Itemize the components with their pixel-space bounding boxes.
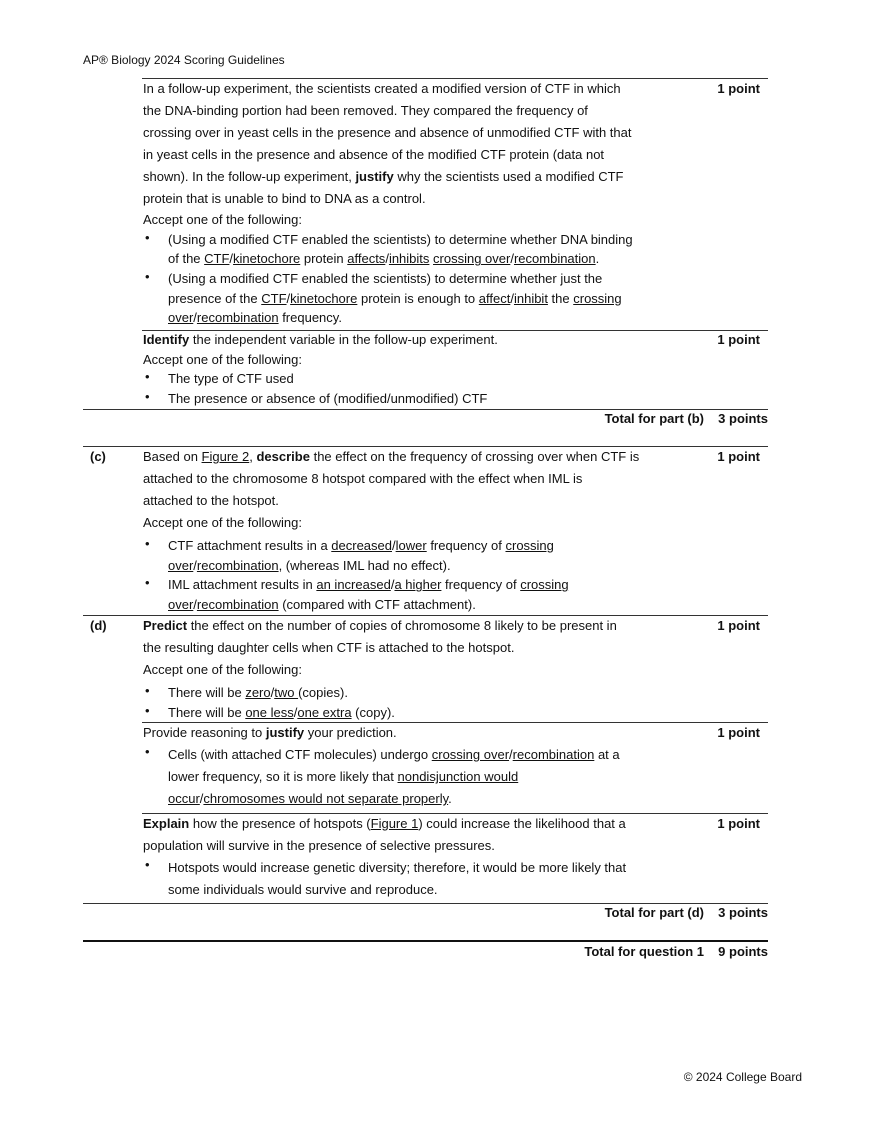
total-value: 9 points xyxy=(718,944,768,959)
underlined-term: crossing xyxy=(520,577,569,593)
total-value: 3 points xyxy=(718,411,768,426)
underlined-term: over xyxy=(168,310,194,326)
text-line xyxy=(168,766,768,788)
text-line xyxy=(143,122,768,144)
text-run: of the xyxy=(168,251,205,267)
points-value: 1 point xyxy=(717,618,760,633)
text-run: shown). In the follow-up experiment, xyxy=(143,169,356,184)
underlined-term: inhibit xyxy=(513,290,548,306)
text-run: Accept one of the following: xyxy=(143,212,302,227)
text-run: ) could increase the likelihood that a xyxy=(418,816,626,831)
text-line xyxy=(143,350,768,370)
bold-term: justify xyxy=(355,169,394,184)
bullet-item xyxy=(143,230,768,269)
underlined-term: CTF xyxy=(204,251,230,267)
text-run: / xyxy=(390,577,395,593)
divider xyxy=(83,903,768,904)
text-line xyxy=(168,788,768,810)
underlined-term: nondisjunction would xyxy=(397,769,519,784)
bullet-icon: • xyxy=(145,683,150,698)
text-run: presence of the xyxy=(168,290,262,306)
text-line xyxy=(143,144,768,166)
text-run: / xyxy=(392,538,396,553)
paragraph xyxy=(143,210,768,230)
bullet-item xyxy=(143,703,768,723)
text-run: There will be xyxy=(168,685,246,700)
text-line xyxy=(143,446,768,468)
total-label: Total for question 1 xyxy=(584,944,704,959)
divider xyxy=(83,409,768,410)
text-run: the xyxy=(547,290,574,306)
underlined-term: chromosomes would not separate properly xyxy=(203,791,449,806)
text-run: crossing over in yeast cells in the presence and absence of unmodified CTF with that xyxy=(143,125,632,140)
bullet-item xyxy=(143,536,768,575)
scoring-row-d-justify xyxy=(83,722,768,810)
points-value: 1 point xyxy=(717,81,760,96)
scoring-row-d-predict xyxy=(83,615,768,722)
text-line xyxy=(143,835,768,857)
text-run: attached to the chromosome 8 hotspot compared with the effect when IML is xyxy=(143,471,583,486)
text-run: Cells (with attached CTF molecules) undergo xyxy=(168,747,432,762)
text-run: IML attachment results in xyxy=(168,577,317,593)
text-line xyxy=(143,659,768,681)
text-line xyxy=(143,330,768,350)
text-line xyxy=(168,269,768,289)
text-run: / xyxy=(510,251,514,267)
text-run: Provide reasoning to xyxy=(143,725,266,740)
bullet-item xyxy=(143,683,768,703)
underlined-term: crossing over xyxy=(433,251,511,267)
text-line xyxy=(168,575,768,595)
text-line xyxy=(168,595,768,615)
underlined-term: recombination xyxy=(513,251,596,267)
text-run: / xyxy=(199,791,204,806)
text-line xyxy=(168,879,768,901)
underlined-term: kinetochore xyxy=(290,290,358,306)
text-run: Accept one of the following: xyxy=(143,662,302,677)
text-run: In a follow-up experiment, the scientists created a modified version of CTF in which xyxy=(143,81,621,96)
text-run: attached to the hotspot. xyxy=(143,493,279,508)
text-run: (compared with CTF attachment). xyxy=(278,597,476,613)
text-run: the effect on the number of copies of chromosome 8 likely to be present in xyxy=(187,618,617,633)
divider-thick xyxy=(83,940,768,942)
text-run: frequency. xyxy=(278,310,342,326)
text-line xyxy=(143,468,768,490)
underlined-term: recombination xyxy=(196,557,279,573)
text-line xyxy=(168,744,768,766)
text-run: the DNA-binding portion had been removed. They compared the frequency of xyxy=(143,103,588,118)
paragraph xyxy=(143,78,768,210)
text-line xyxy=(168,556,768,576)
total-label: Total for part (b) xyxy=(604,411,704,426)
scoring-row-b-justify xyxy=(83,78,768,328)
paragraph xyxy=(143,813,768,857)
text-run: , (whereas IML had no effect). xyxy=(278,557,451,573)
text-line xyxy=(168,369,768,389)
text-run: The type of CTF used xyxy=(168,371,294,387)
total-value: 3 points xyxy=(718,905,768,920)
underlined-term: Figure 2 xyxy=(201,449,250,464)
paragraph xyxy=(143,330,768,369)
text-run: / xyxy=(385,251,389,267)
underlined-term: zero xyxy=(245,685,271,700)
text-run: / xyxy=(293,704,298,720)
bullet-icon: • xyxy=(145,702,150,718)
text-run: at a xyxy=(594,747,620,762)
underlined-term: kinetochore xyxy=(233,251,301,267)
text-line xyxy=(143,512,768,534)
part-label: (d) xyxy=(90,618,107,633)
total-question xyxy=(584,944,768,959)
text-run: how the presence of hotspots ( xyxy=(189,816,371,831)
row-body xyxy=(143,722,768,810)
points-value: 1 point xyxy=(717,816,760,831)
scoring-row-d-explain xyxy=(83,813,768,901)
underlined-term: over xyxy=(168,557,194,573)
text-run: your prediction. xyxy=(304,725,397,740)
underlined-term: affects xyxy=(347,251,386,267)
row-body xyxy=(143,813,768,901)
text-run: / xyxy=(286,290,291,306)
text-run: (Using a modified CTF enabled the scientists) to determine whether DNA binding xyxy=(168,231,633,247)
text-line xyxy=(143,722,768,744)
underlined-term: one less xyxy=(245,704,294,720)
underlined-term: recombination xyxy=(196,597,279,613)
bullet-item xyxy=(143,744,768,810)
underlined-term: over xyxy=(168,597,194,613)
total-part-d xyxy=(605,905,768,920)
bullet-item xyxy=(143,575,768,614)
text-run: frequency of xyxy=(441,577,521,593)
text-run: / xyxy=(193,557,197,573)
points-value: 1 point xyxy=(717,449,760,464)
total-label: Total for part (d) xyxy=(604,905,704,920)
bold-term: Identify xyxy=(143,332,190,347)
row-body xyxy=(143,78,768,328)
text-run: / xyxy=(229,251,234,267)
text-run: frequency of xyxy=(426,538,506,553)
paragraph xyxy=(143,722,768,744)
bullet-item xyxy=(143,269,768,328)
bullet-item xyxy=(143,389,768,409)
text-run: Accept one of the following: xyxy=(143,515,302,530)
underlined-term: affect xyxy=(478,290,511,306)
bullet-icon: • xyxy=(145,269,150,285)
text-run: / xyxy=(193,310,197,326)
text-run: Based on xyxy=(143,449,202,464)
text-line xyxy=(168,683,768,703)
text-run: The presence or absence of (modified/unmodified) CTF xyxy=(168,391,488,407)
underlined-term: Figure 1 xyxy=(370,816,419,831)
underlined-term: recombination xyxy=(512,747,595,762)
page-footer: © 2024 College Board xyxy=(683,1070,802,1084)
underlined-term: a higher xyxy=(394,577,442,593)
text-line xyxy=(143,637,768,659)
bullet-item xyxy=(143,857,768,901)
bullet-icon: • xyxy=(145,857,150,872)
row-body xyxy=(143,615,768,722)
text-run: / xyxy=(510,290,514,306)
underlined-term: crossing xyxy=(505,538,554,553)
text-run: . xyxy=(595,251,600,267)
text-run: protein that is unable to bind to DNA as a control. xyxy=(143,191,426,206)
text-run: lower frequency, so it is more likely that xyxy=(168,769,398,784)
text-run: / xyxy=(193,597,197,613)
text-line xyxy=(168,289,768,309)
text-line xyxy=(168,230,768,250)
text-run: Hotspots would increase genetic diversity; therefore, it would be more likely that xyxy=(168,860,627,875)
underlined-term: one extra xyxy=(297,704,352,720)
underlined-term: occur xyxy=(168,791,200,806)
text-line xyxy=(168,308,768,328)
text-run: why the scientists used a modified CTF xyxy=(393,169,624,184)
bullet-icon: • xyxy=(145,389,150,405)
bullet-icon: • xyxy=(145,536,150,551)
page-header: AP® Biology 2024 Scoring Guidelines xyxy=(83,53,285,67)
row-body xyxy=(143,446,768,615)
text-run: in yeast cells in the presence and absence of the modified CTF protein (data not xyxy=(143,147,605,162)
bold-term: Explain xyxy=(143,816,190,831)
text-run: the resulting daughter cells when CTF is attached to the hotspot. xyxy=(143,640,515,655)
text-run: . xyxy=(448,791,452,806)
bullet-icon: • xyxy=(145,229,150,245)
total-part-b xyxy=(605,411,768,426)
text-run: (copies). xyxy=(298,685,348,700)
bold-term: describe xyxy=(256,449,310,464)
bold-term: Predict xyxy=(143,618,188,633)
text-line xyxy=(143,813,768,835)
text-run: (copy). xyxy=(351,704,395,720)
row-body xyxy=(143,330,768,409)
underlined-term: crossing xyxy=(573,290,622,306)
text-run: / xyxy=(509,747,513,762)
underlined-term: crossing over xyxy=(431,747,510,762)
text-run: / xyxy=(270,685,275,700)
text-run: protein xyxy=(300,251,348,267)
underlined-term: decreased xyxy=(331,538,392,553)
underlined-term: an increased xyxy=(316,577,391,593)
underlined-term: two xyxy=(274,685,299,700)
text-run: the effect on the frequency of crossing over when CTF is xyxy=(309,449,640,464)
points-value: 1 point xyxy=(717,332,760,347)
paragraph xyxy=(143,446,768,534)
scoring-row-c xyxy=(83,446,768,615)
text-line xyxy=(143,166,768,188)
text-line xyxy=(168,703,768,723)
text-run: CTF attachment results in a xyxy=(168,538,332,553)
text-run: (Using a modified CTF enabled the scientists) to determine whether just the xyxy=(168,271,603,287)
underlined-term: recombination xyxy=(196,310,279,326)
text-run: protein is enough to xyxy=(357,290,479,306)
underlined-term: lower xyxy=(395,538,427,553)
bullet-item xyxy=(143,369,768,389)
text-line xyxy=(168,536,768,556)
text-line xyxy=(143,100,768,122)
text-line xyxy=(143,188,768,210)
bullet-icon: • xyxy=(145,575,150,591)
text-line xyxy=(168,249,768,269)
scoring-row-b-identify xyxy=(83,330,768,409)
text-run: Accept one of the following: xyxy=(143,351,302,367)
text-line xyxy=(168,389,768,409)
text-line xyxy=(143,615,768,637)
bold-term: justify xyxy=(265,725,305,740)
text-line xyxy=(168,857,768,879)
underlined-term: inhibits xyxy=(388,251,430,267)
text-run: There will be xyxy=(168,704,246,720)
text-line xyxy=(143,210,768,230)
text-line xyxy=(143,490,768,512)
paragraph xyxy=(143,615,768,681)
bullet-icon: • xyxy=(145,369,150,385)
text-line xyxy=(143,78,768,100)
underlined-term: CTF xyxy=(261,290,287,306)
points-value: 1 point xyxy=(717,725,760,740)
text-run: population will survive in the presence of selective pressures. xyxy=(143,838,495,853)
text-run: some individuals would survive and reproduce. xyxy=(168,882,438,897)
text-run: , xyxy=(249,449,257,464)
bullet-icon: • xyxy=(145,744,150,759)
part-label: (c) xyxy=(90,449,106,464)
text-run: the independent variable in the follow-up experiment. xyxy=(189,332,498,347)
